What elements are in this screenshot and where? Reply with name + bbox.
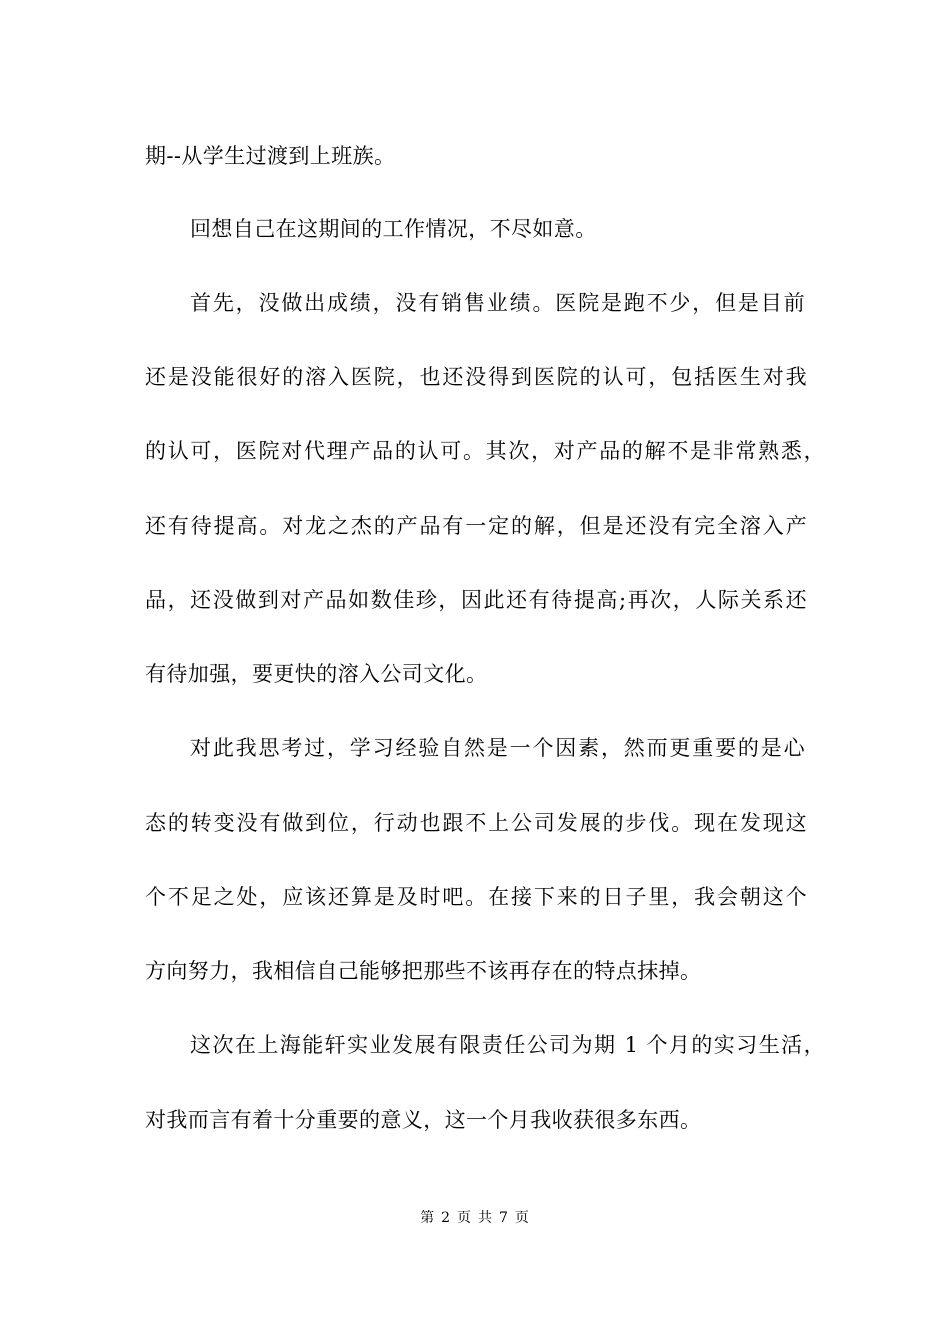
text-line: 期--从学生过渡到上班族。 [145, 144, 396, 168]
text-line: 回想自己在这期间的工作情况，不尽如意。 [190, 217, 597, 241]
text-line: 有待加强，要更快的溶入公司文化。 [145, 662, 488, 686]
text-line: 方向努力，我相信自己能够把那些不该再存在的特点抹掉。 [145, 959, 702, 983]
text-line: 态的转变没有做到位，行动也跟不上公司发展的步伐。现在发现这 [145, 811, 807, 835]
text-line: 这次在上海能轩实业发展有限责任公司为期 1 个月的实习生活， [190, 1033, 825, 1057]
footer-suffix: 页 [514, 1210, 530, 1226]
text-line: 首先，没做出成绩，没有销售业绩。医院是跑不少，但是目前 [190, 291, 805, 315]
footer-total-pages: 7 [499, 1210, 509, 1226]
text-line: 还有待提高。对龙之杰的产品有一定的解，但是还没有完全溶入产 [145, 514, 807, 538]
footer-prefix: 第 [420, 1210, 436, 1226]
text-line: 个不足之处，应该还算是及时吧。在接下来的日子里，我会朝这个 [145, 885, 807, 909]
text-line: 的认可，医院对代理产品的认可。其次，对产品的解不是非常熟悉， [145, 439, 825, 463]
text-line: 对我而言有着十分重要的意义，这一个月我收获很多东西。 [145, 1108, 702, 1132]
footer-page-label: 页 [457, 1210, 472, 1226]
text-line: 还是没能很好的溶入医院，也还没得到医院的认可，包括医生对我 [145, 365, 807, 389]
footer-current-page: 2 [441, 1210, 451, 1226]
footer-total-label: 共 [478, 1210, 493, 1226]
text-line: 品，还没做到对产品如数佳珍，因此还有待提高;再次，人际关系还 [145, 588, 807, 612]
page-footer [0, 1208, 950, 1228]
text-line: 对此我思考过，学习经验自然是一个因素，然而更重要的是心 [190, 736, 805, 760]
